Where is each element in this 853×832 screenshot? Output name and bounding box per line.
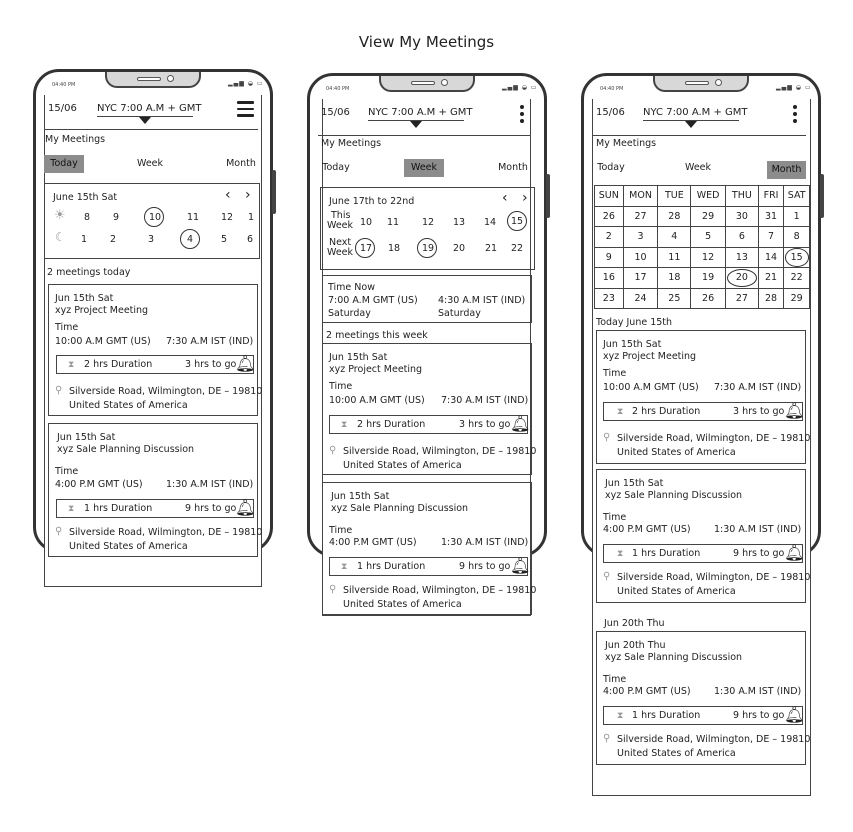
ind-time: 7:30 A.M IST (IND): [166, 336, 254, 347]
tab-today[interactable]: Today: [44, 155, 84, 173]
status-icons: ▂▄▆ ◒ ▭: [228, 80, 264, 87]
calendar-day[interactable]: 10: [623, 247, 658, 268]
hour-cell[interactable]: 11: [187, 212, 200, 223]
this-week-label: This: [331, 210, 351, 221]
duration-bar: [329, 556, 531, 576]
calendar-day[interactable]: 21: [758, 268, 784, 289]
ind-time: 1:30 A.M IST (IND): [166, 479, 254, 490]
weekday-header: TUE: [658, 186, 691, 207]
calendar-day[interactable]: 28: [758, 288, 784, 309]
location-pin-icon: ⚲: [603, 432, 611, 443]
calendar-day[interactable]: 1: [784, 206, 810, 227]
weekday-header: MON: [623, 186, 658, 207]
calendar-day[interactable]: 27: [623, 206, 658, 227]
us-time: 4:00 P.M GMT (US): [329, 537, 417, 548]
ind-time: 7:30 A.M IST (IND): [714, 382, 802, 393]
duration: 2 hrs Duration: [632, 406, 701, 417]
us-time: 4:00 P.M GMT (US): [603, 686, 691, 697]
meeting-card[interactable]: [48, 423, 263, 557]
address-line-1: Silverside Road, Wilmington, DE – 19810: [617, 734, 811, 745]
time-label: Time: [603, 674, 627, 685]
ind-time: 7:30 A.M IST (IND): [441, 395, 529, 406]
ind-time: 1:30 A.M IST (IND): [714, 524, 802, 535]
hour-cell[interactable]: 6: [247, 234, 254, 245]
duration-bar: [56, 355, 254, 374]
us-time: 7:00 A.M GMT (US): [328, 295, 418, 306]
hour-cell[interactable]: 8: [84, 212, 91, 223]
time-to-go: 9 hrs to go: [733, 548, 785, 559]
hour-cell[interactable]: 10: [149, 212, 162, 223]
day-cell[interactable]: 14: [484, 217, 497, 228]
address-line-2: United States of America: [343, 460, 462, 471]
time-to-go: 9 hrs to go: [185, 503, 237, 514]
calendar-day[interactable]: 27: [726, 288, 759, 309]
month-calendar: [594, 185, 810, 309]
duration: 1 hrs Duration: [84, 503, 153, 514]
calendar-day[interactable]: 9: [595, 247, 624, 268]
duration: 1 hrs Duration: [357, 561, 426, 572]
calendar-day[interactable]: 26: [691, 288, 726, 309]
section-label: 2 meetings today: [47, 267, 131, 278]
us-time: 4:00 P.M GMT (US): [55, 479, 143, 490]
meeting-date: Jun 15th Sat: [329, 352, 388, 363]
ind-time: 1:30 A.M IST (IND): [441, 537, 529, 548]
time-to-go: 9 hrs to go: [459, 561, 511, 572]
hour-cell[interactable]: 12: [221, 212, 234, 223]
my-meetings-label: My Meetings: [45, 134, 106, 145]
date-label: 15/06: [48, 103, 77, 114]
date-label: 15/06: [321, 107, 350, 118]
bell-icon[interactable]: 🔔︎: [510, 414, 531, 433]
calendar-day[interactable]: 31: [758, 206, 784, 227]
caret-down-icon[interactable]: [139, 117, 151, 124]
date-label: 15/06: [596, 107, 625, 118]
address-line-1: Silverside Road, Wilmington, DE – 19810: [617, 572, 811, 583]
next-icon[interactable]: ›: [245, 187, 251, 203]
location-pin-icon: ⚲: [55, 526, 63, 537]
calendar-day[interactable]: 13: [726, 247, 759, 268]
phone-notch: [653, 76, 749, 92]
time-label: Time: [329, 525, 353, 536]
time-to-go: 3 hrs to go: [733, 406, 785, 417]
day-cell[interactable]: 13: [453, 217, 466, 228]
calendar-day[interactable]: 28: [658, 206, 691, 227]
meeting-title: xyz Sale Planning Discussion: [57, 444, 195, 455]
day-calendar: [44, 183, 260, 259]
calendar-day[interactable]: 29: [784, 288, 810, 309]
bell-icon[interactable]: 🔔︎: [784, 401, 805, 420]
hour-cell[interactable]: 5: [221, 234, 228, 245]
duration-bar: [603, 706, 803, 725]
address-line-1: Silverside Road, Wilmington, DE – 19810: [69, 527, 263, 538]
this-week-label: Week: [327, 220, 354, 231]
calendar-day[interactable]: 25: [658, 288, 691, 309]
day-cell[interactable]: 12: [422, 217, 435, 228]
hour-cell[interactable]: 1: [81, 234, 88, 245]
weekday-header: WED: [691, 186, 726, 207]
duration-bar: [603, 544, 803, 563]
tab-week[interactable]: Week: [136, 158, 164, 169]
hourglass-icon: ⧗: [341, 562, 348, 572]
status-time: 04:40 PM: [600, 86, 624, 92]
weekday-header: THU: [726, 186, 759, 207]
phone-notch: [105, 72, 201, 88]
us-day: Saturday: [328, 308, 371, 319]
meeting-card[interactable]: [322, 343, 537, 475]
tab-month[interactable]: Month: [767, 161, 806, 179]
duration-bar: [603, 402, 803, 421]
hour-cell[interactable]: 1: [248, 212, 255, 223]
weekday-header: SUN: [595, 186, 624, 207]
hour-cell[interactable]: 4: [187, 234, 194, 245]
bell-icon[interactable]: 🔔︎: [510, 556, 531, 575]
calendar-day[interactable]: 30: [726, 206, 759, 227]
hourglass-icon: ⧗: [617, 407, 624, 417]
meeting-title: xyz Sale Planning Discussion: [605, 490, 743, 501]
section-label: Today June 15th: [596, 317, 673, 328]
tab-week[interactable]: Week: [404, 159, 444, 177]
calendar-day[interactable]: 16: [595, 268, 624, 289]
timezone-selector[interactable]: NYC 7:00 A.M + GMT: [97, 103, 193, 117]
calendar-day[interactable]: 23: [595, 288, 624, 309]
tab-week[interactable]: Week: [684, 162, 712, 173]
time-label: Time: [329, 381, 353, 392]
sun-icon: ☀: [54, 208, 66, 223]
meeting-card[interactable]: [48, 284, 263, 416]
location-pin-icon: ⚲: [603, 733, 611, 744]
ind-day: Saturday: [438, 308, 481, 319]
calendar-title: June 15th Sat: [53, 192, 118, 203]
bell-icon[interactable]: 🔔︎: [235, 498, 256, 517]
status-time: 04:40 PM: [326, 86, 350, 92]
screen-today: [44, 95, 262, 587]
hourglass-icon: ⧗: [68, 504, 75, 514]
tab-today[interactable]: Today: [597, 162, 625, 173]
caret-down-icon[interactable]: [410, 121, 422, 128]
time-label: Time: [55, 466, 79, 477]
time-now-label: Time Now: [328, 282, 375, 293]
phone-side-button: [820, 174, 824, 218]
next-icon[interactable]: ›: [522, 190, 528, 206]
address-line-2: United States of America: [617, 586, 736, 597]
calendar-day[interactable]: 26: [595, 206, 624, 227]
calendar-day[interactable]: 2: [595, 227, 624, 248]
day-cell[interactable]: 17: [360, 243, 373, 254]
calendar-day[interactable]: 11: [658, 247, 691, 268]
address-line-2: United States of America: [69, 400, 188, 411]
ind-time: 1:30 A.M IST (IND): [714, 686, 802, 697]
day-cell[interactable]: 22: [511, 243, 524, 254]
us-time: 4:00 P.M GMT (US): [603, 524, 691, 535]
next-week-label: Week: [327, 247, 354, 258]
meeting-title: xyz Sale Planning Discussion: [605, 652, 743, 663]
day-cell[interactable]: 15: [511, 216, 524, 227]
meeting-date: Jun 20th Thu: [605, 640, 666, 651]
timezone-selector[interactable]: NYC 7:00 A.M + GMT: [368, 107, 464, 121]
prev-icon[interactable]: ‹: [502, 190, 508, 206]
location-pin-icon: ⚲: [329, 584, 337, 595]
prev-icon[interactable]: ‹: [225, 187, 231, 203]
time-label: Time: [55, 322, 79, 333]
phone-side-button: [546, 174, 550, 218]
phone-notch: [379, 76, 475, 92]
meeting-card[interactable]: [596, 631, 811, 765]
day-cell[interactable]: 10: [360, 217, 373, 228]
hourglass-icon: ⧗: [68, 360, 75, 370]
bell-icon[interactable]: 🔔︎: [784, 543, 805, 562]
phone-side-button: [272, 170, 276, 214]
next-week-label: Next: [329, 237, 352, 248]
status-icons: ▂▄▆ ◒ ▭: [776, 84, 812, 91]
more-options-icon[interactable]: [793, 105, 797, 126]
hourglass-icon: ⧗: [617, 549, 624, 559]
address-line-1: Silverside Road, Wilmington, DE – 19810: [343, 446, 537, 457]
my-meetings-label: My Meetings: [596, 138, 657, 149]
duration: 2 hrs Duration: [357, 419, 426, 430]
weekday-header: SAT: [784, 186, 810, 207]
my-meetings-label: My Meetings: [321, 138, 382, 149]
meeting-card[interactable]: [322, 482, 537, 615]
calendar-day[interactable]: 14: [758, 247, 784, 268]
hour-cell[interactable]: 3: [148, 234, 155, 245]
meeting-title: xyz Project Meeting: [603, 351, 697, 362]
meeting-title: xyz Project Meeting: [329, 364, 423, 375]
week-calendar: [320, 187, 535, 270]
time-label: Time: [603, 512, 627, 523]
day-cell[interactable]: 21: [485, 243, 498, 254]
day-cell[interactable]: 11: [387, 217, 400, 228]
location-pin-icon: ⚲: [55, 385, 63, 396]
calendar-day[interactable]: 8: [784, 227, 810, 248]
meeting-title: xyz Project Meeting: [55, 305, 149, 316]
calendar-day[interactable]: 12: [691, 247, 726, 268]
hourglass-icon: ⧗: [341, 420, 348, 430]
section-label: Jun 20th Thu: [604, 618, 665, 629]
hour-cell[interactable]: 2: [110, 234, 117, 245]
location-pin-icon: ⚲: [603, 571, 611, 582]
calendar-day[interactable]: 22: [784, 268, 810, 289]
calendar-day[interactable]: 20: [726, 268, 759, 289]
day-cell[interactable]: 20: [453, 243, 466, 254]
address-line-2: United States of America: [617, 447, 736, 458]
hour-cell[interactable]: 9: [113, 212, 120, 223]
meeting-title: xyz Sale Planning Discussion: [331, 503, 469, 514]
bell-icon[interactable]: 🔔︎: [235, 354, 256, 373]
time-to-go: 3 hrs to go: [185, 359, 237, 370]
screen-week: [318, 99, 537, 616]
calendar-day[interactable]: 17: [623, 268, 658, 289]
moon-icon: ☾: [55, 230, 66, 244]
address-line-2: United States of America: [69, 541, 188, 552]
calendar-day[interactable]: 15: [784, 247, 810, 268]
bell-icon[interactable]: 🔔︎: [784, 705, 805, 724]
menu-icon[interactable]: [237, 101, 254, 121]
calendar-title: June 17th to 22nd: [329, 196, 415, 207]
calendar-day[interactable]: 5: [691, 227, 726, 248]
tab-today[interactable]: Today: [322, 162, 350, 173]
address-line-2: United States of America: [617, 748, 736, 759]
calendar-day[interactable]: 24: [623, 288, 658, 309]
day-cell[interactable]: 18: [388, 243, 401, 254]
duration: 1 hrs Duration: [632, 548, 701, 559]
calendar-day[interactable]: 6: [726, 227, 759, 248]
meeting-card[interactable]: [596, 469, 811, 603]
address-line-1: Silverside Road, Wilmington, DE – 19810: [69, 386, 263, 397]
calendar-day[interactable]: 19: [691, 268, 726, 289]
location-pin-icon: ⚲: [329, 445, 337, 456]
hourglass-icon: ⧗: [617, 711, 624, 721]
address-line-2: United States of America: [343, 599, 462, 610]
timezone-selector[interactable]: NYC 7:00 A.M + GMT: [643, 107, 739, 121]
day-cell[interactable]: 19: [422, 243, 435, 254]
us-time: 10:00 A.M GMT (US): [603, 382, 699, 393]
calendar-day[interactable]: 4: [658, 227, 691, 248]
duration-bar: [56, 499, 254, 518]
meeting-date: Jun 15th Sat: [603, 339, 662, 350]
address-line-1: Silverside Road, Wilmington, DE – 19810: [343, 585, 537, 596]
calendar-day[interactable]: 29: [691, 206, 726, 227]
meeting-date: Jun 15th Sat: [331, 491, 390, 502]
meeting-date: Jun 15th Sat: [57, 432, 116, 443]
status-time: 04:40 PM: [52, 82, 76, 88]
tab-month[interactable]: Month: [226, 158, 256, 169]
time-now-panel: [322, 275, 532, 323]
calendar-day[interactable]: 18: [658, 268, 691, 289]
ind-time: 4:30 A.M IST (IND): [438, 295, 526, 306]
time-label: Time: [603, 368, 627, 379]
meeting-card[interactable]: [596, 330, 811, 464]
meeting-date: Jun 15th Sat: [55, 293, 114, 304]
us-time: 10:00 A.M GMT (US): [55, 336, 151, 347]
us-time: 10:00 A.M GMT (US): [329, 395, 425, 406]
address-line-1: Silverside Road, Wilmington, DE – 19810: [617, 433, 811, 444]
screen-month: [592, 99, 813, 797]
caret-down-icon[interactable]: [685, 121, 697, 128]
tab-month[interactable]: Month: [498, 162, 528, 173]
meeting-date: Jun 15th Sat: [605, 478, 664, 489]
duration: 1 hrs Duration: [632, 710, 701, 721]
duration-bar: [329, 414, 531, 434]
time-to-go: 3 hrs to go: [459, 419, 511, 430]
status-icons: ▂▄▆ ◒ ▭: [502, 84, 538, 91]
page-title: View My Meetings: [358, 33, 495, 51]
time-to-go: 9 hrs to go: [733, 710, 785, 721]
calendar-day[interactable]: 7: [758, 227, 784, 248]
more-options-icon[interactable]: [520, 105, 524, 126]
section-label: 2 meetings this week: [326, 330, 428, 341]
weekday-header: FRI: [758, 186, 784, 207]
calendar-day[interactable]: 3: [623, 227, 658, 248]
duration: 2 hrs Duration: [84, 359, 153, 370]
